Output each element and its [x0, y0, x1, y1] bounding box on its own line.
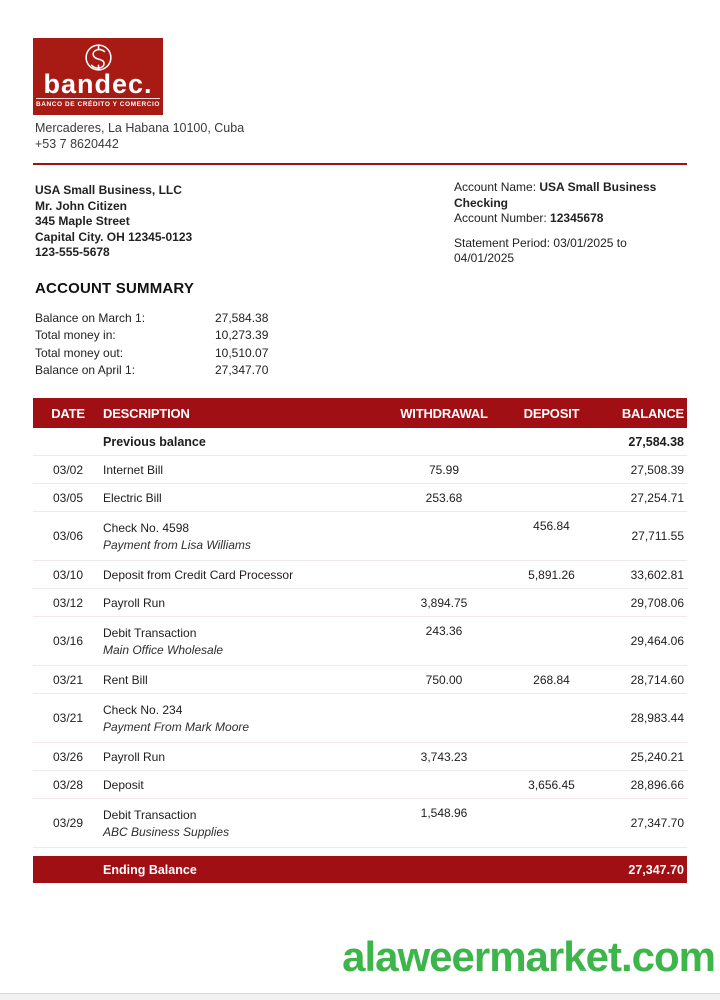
description-main: Electric Bill	[103, 490, 162, 505]
cell-description	[103, 626, 384, 657]
cell-date: 03/21	[52, 672, 84, 687]
description-main: Check No. 234	[103, 702, 183, 717]
bank-phone: +53 7 8620442	[35, 137, 119, 151]
cell-balance: 29,464.06	[630, 634, 684, 648]
client-street: 345 Maple Street	[35, 214, 130, 228]
cell-date: 03/02	[52, 462, 84, 477]
bank-logo	[33, 38, 163, 115]
summary-row	[35, 327, 268, 345]
description-main: Debit Transaction	[103, 807, 197, 822]
cell-description	[103, 703, 384, 734]
summary-value: 27,584.38	[215, 310, 269, 325]
previous-balance-row	[33, 428, 687, 456]
cell-description	[103, 568, 384, 582]
header-deposit: DEPOSIT	[523, 405, 580, 421]
account-summary-title: ACCOUNT SUMMARY	[35, 280, 195, 297]
cell-date: 03/16	[52, 634, 84, 648]
cell-withdrawal: 3,743.23	[420, 749, 468, 764]
cell-date: 03/05	[52, 490, 84, 505]
account-number-value: 12345678	[550, 211, 604, 225]
bank-logo-tagline: BANCO DE CRÉDITO Y COMERCIO	[36, 98, 160, 108]
statement-period-value: 03/01/2025 to 04/01/2025	[454, 235, 627, 265]
table-row	[33, 589, 687, 617]
cell-date: 03/06	[52, 529, 84, 543]
bank-logo-wordmark: bandec.	[43, 69, 153, 99]
previous-balance-value: 27,584.38	[628, 434, 684, 449]
summary-label: Balance on April 1:	[35, 363, 136, 378]
summary-row	[35, 362, 268, 380]
cell-description	[103, 673, 384, 687]
cell-balance: 28,714.60	[630, 672, 684, 687]
cell-deposit: 3,656.45	[528, 777, 575, 792]
description-note: Payment from Lisa Williams	[103, 537, 251, 552]
cell-withdrawal: 1,548.96	[420, 806, 468, 820]
cell-withdrawal: 253.68	[425, 490, 463, 505]
cell-balance: 27,347.70	[630, 816, 684, 830]
ending-balance-value: 27,347.70	[628, 862, 684, 877]
description-main: Debit Transaction	[103, 625, 197, 640]
header-description: DESCRIPTION	[103, 405, 190, 421]
cell-withdrawal: 243.36	[425, 624, 463, 638]
bank-address-block	[35, 120, 244, 152]
cell-description	[103, 521, 384, 552]
previous-balance-label: Previous balance	[103, 434, 206, 449]
client-phone: 123-555-5678	[35, 245, 110, 259]
description-main: Deposit	[103, 777, 144, 792]
account-summary-list	[35, 309, 268, 379]
cell-date: 03/26	[52, 749, 84, 764]
description-main: Payroll Run	[103, 749, 166, 764]
header-withdrawal: WITHDRAWAL	[400, 405, 488, 421]
table-row	[33, 617, 687, 666]
summary-value: 27,347.70	[215, 363, 269, 378]
cell-balance: 27,254.71	[630, 490, 684, 505]
summary-label: Total money out:	[35, 345, 124, 360]
account-number-label: Account Number:	[454, 211, 551, 225]
cell-deposit	[504, 617, 599, 624]
cell-deposit	[504, 694, 599, 701]
cell-date: 03/29	[52, 816, 84, 830]
cell-description	[103, 750, 384, 764]
summary-row	[35, 309, 268, 327]
cell-deposit: 5,891.26	[528, 567, 575, 582]
summary-label: Balance on March 1:	[35, 310, 146, 325]
summary-row	[35, 344, 268, 362]
header-date: DATE	[51, 405, 85, 421]
page-bottom-strip	[0, 993, 720, 1000]
cell-withdrawal: 75.99	[428, 462, 460, 477]
cell-description	[103, 808, 384, 839]
summary-value: 10,273.39	[215, 328, 269, 343]
statement-period-line	[454, 236, 669, 267]
cell-withdrawal	[384, 694, 504, 701]
cell-balance: 27,508.39	[630, 462, 684, 477]
watermark-text: alaweermarket.com	[342, 933, 715, 980]
cell-date: 03/12	[52, 595, 84, 610]
cell-description	[103, 463, 384, 477]
transactions-body	[33, 456, 687, 848]
account-number-line	[454, 211, 692, 227]
account-name-label: Account Name:	[454, 180, 540, 194]
table-row	[33, 694, 687, 743]
cell-balance: 25,240.21	[630, 749, 684, 764]
cell-deposit: 456.84	[533, 519, 570, 533]
client-name: USA Small Business, LLC	[35, 183, 182, 197]
description-note: Main Office Wholesale	[103, 642, 224, 657]
description-main: Check No. 4598	[103, 520, 190, 535]
description-note: ABC Business Supplies	[103, 824, 230, 839]
cell-balance: 33,602.81	[630, 567, 684, 582]
description-note: Payment From Mark Moore	[103, 719, 250, 734]
cell-date: 03/10	[52, 567, 84, 582]
header-balance: BALANCE	[621, 405, 684, 421]
client-contact: Mr. John Citizen	[35, 198, 128, 213]
client-address-block	[35, 183, 192, 261]
cell-balance: 28,896.66	[630, 777, 684, 792]
cell-balance: 28,983.44	[630, 711, 684, 725]
table-row	[33, 799, 687, 848]
table-row	[33, 771, 687, 799]
description-main: Payroll Run	[103, 595, 166, 610]
table-row	[33, 561, 687, 589]
table-row	[33, 512, 687, 561]
statement-period-label: Statement Period:	[454, 235, 554, 250]
cell-balance: 27,711.55	[631, 529, 684, 543]
table-row	[33, 743, 687, 771]
summary-label: Total money in:	[35, 328, 116, 343]
client-city: Capital City. OH 12345-0123	[35, 229, 193, 244]
cell-date: 03/28	[52, 777, 84, 792]
cell-withdrawal: 750.00	[425, 672, 463, 687]
account-name-line	[454, 180, 692, 211]
table-row	[33, 484, 687, 512]
cell-balance: 29,708.06	[630, 595, 684, 610]
account-name-value: USA Small Business Checking	[454, 180, 657, 210]
ending-balance-label: Ending Balance	[103, 862, 197, 877]
cell-withdrawal	[384, 512, 504, 519]
description-main: Internet Bill	[103, 462, 164, 477]
cell-deposit: 268.84	[533, 672, 570, 687]
description-main: Rent Bill	[103, 672, 148, 687]
bank-street: Mercaderes, La Habana 10100, Cuba	[35, 121, 245, 135]
table-header-row	[33, 398, 687, 428]
cell-withdrawal: 3,894.75	[420, 595, 468, 610]
header-divider	[33, 163, 687, 165]
cell-description	[103, 778, 384, 792]
cell-description	[103, 491, 384, 505]
cell-date: 03/21	[52, 711, 84, 725]
ending-balance-row	[33, 856, 687, 883]
cell-description	[103, 596, 384, 610]
table-row	[33, 456, 687, 484]
cell-deposit	[504, 799, 599, 806]
table-row	[33, 666, 687, 694]
account-info-block	[454, 180, 692, 267]
transactions-table	[33, 398, 687, 883]
description-main: Deposit from Credit Card Processor	[103, 567, 294, 582]
summary-value: 10,510.07	[215, 345, 269, 360]
